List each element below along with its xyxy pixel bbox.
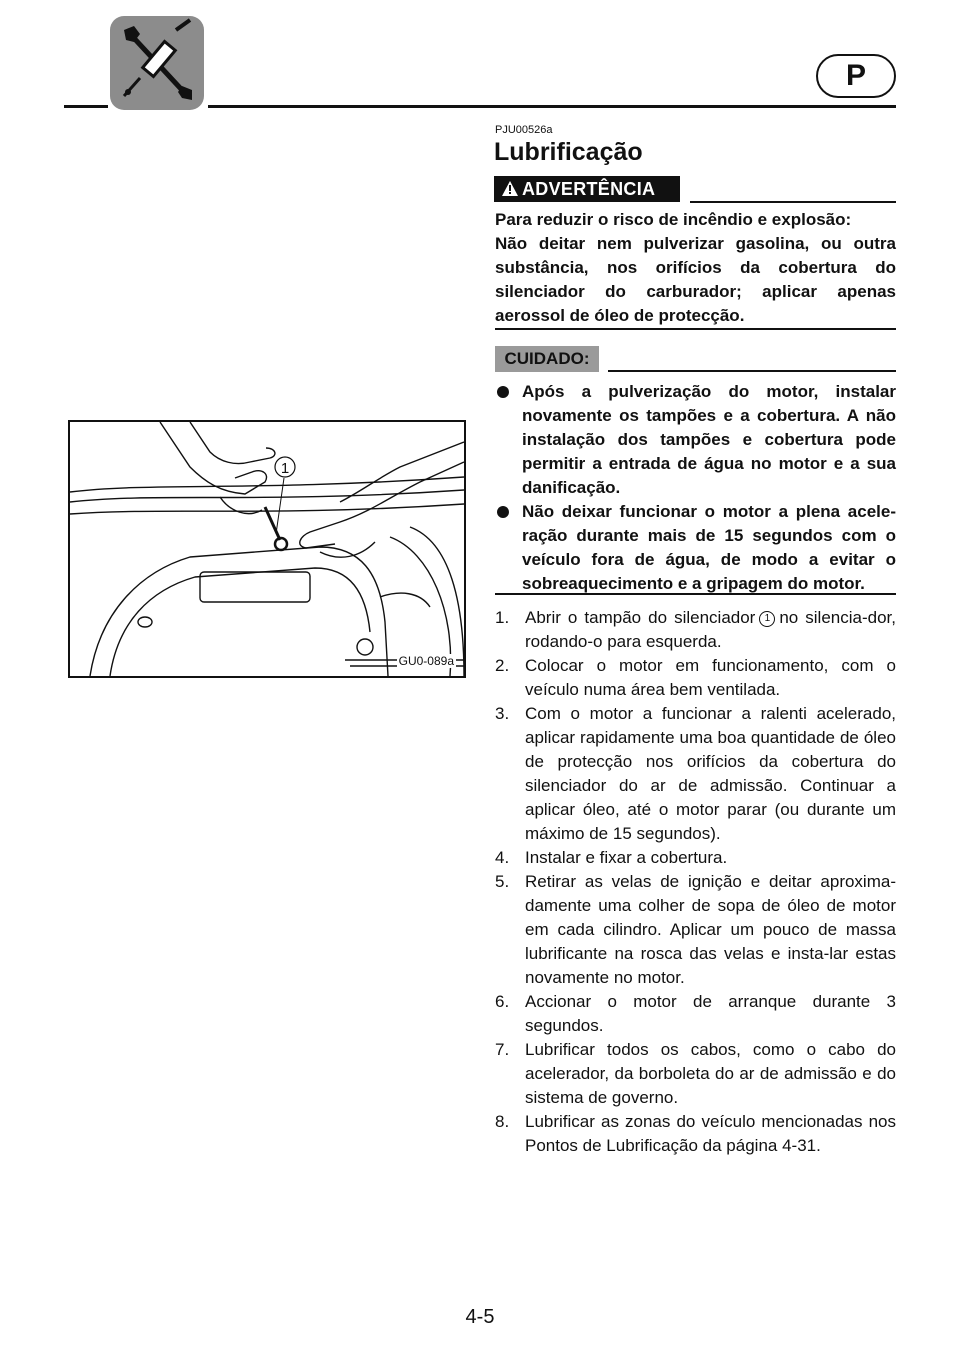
step-item: 7. Lubrificar todos os cabos, como o cabo do acelerador, da borboleta do ar de admissão e do sistema de governo. [495,1040,896,1107]
engine-drawing [70,422,464,676]
step-number: 5. [495,872,510,891]
step-number: 3. [495,704,510,723]
procedure-steps [495,606,896,1158]
section-code: PJU00526a [495,124,553,136]
step-number: 6. [495,992,510,1011]
caution-item: Após a pulverização do motor, instalar novamente os tampões e a cobertura. A não instalação dos tampões e cobertura pode permitir a entrada de água no motor e a sua danificação. [495,380,896,500]
caution-bottom-rule [495,593,896,595]
caution-list [495,380,896,596]
figure-code: GU0-089a [398,654,454,668]
warning-label-text: ADVERTÊNCIA [522,179,656,199]
header-rule-right [208,105,896,108]
figure-callout-1: 1 [280,460,290,477]
warning-label [494,176,680,202]
warning-bottom-rule [495,328,896,330]
step-item: 4. Instalar e fixar a cobertura. [495,846,896,870]
callout-marker: 1 [759,611,775,627]
warning-text [495,208,896,328]
step-number: 7. [495,1040,510,1059]
tools-icon [110,16,204,110]
step-item: 2. Colocar o motor em funcionamento, com o veículo numa área bem ventilada. [495,656,896,699]
bullet-dot-icon [497,506,509,518]
warning-triangle-icon [502,181,518,196]
step-item: 3. Com o motor a funcionar a ralenti acelerado, aplicar rapidamente uma boa quantidade de óleo de protecção nos orifícios da cobertura do silenciador do ar de admissão. Continuar a aplicar óleo, até o motor parar (ou durante um máximo de 15 segundos). [495,704,896,843]
section-title: Lubrificação [494,138,643,166]
step-item: 5. Retirar as velas de ignição e deitar aproxima-damente uma colher de sopa de óleo de motor em cada cilindro. Aplicar um pouco de massa lubrificante na rosca das velas e insta-lar estas novamente no motor. [495,872,896,987]
bullet-dot-icon [497,386,509,398]
step-number: 8. [495,1112,510,1131]
caution-item: Não deixar funcionar o motor a plena acele-ração durante mais de 15 segundos com o veículo fora de água, de modo a evitar o sobreaquecimento e a gripagem do motor. [495,500,896,596]
step-number: 4. [495,848,510,867]
caution-label: CUIDADO: [495,346,599,372]
language-badge: P [816,54,896,98]
step-item: 1. Abrir o tampão do silenciador 1 no silencia-dor, rodando-o para esquerda. [495,608,896,651]
engine-illustration [68,420,466,678]
header-rule-left [64,105,108,108]
step-item: 6. Accionar o motor de arranque durante 3 segundos. [495,992,896,1035]
step-item: 8. Lubrificar as zonas do veículo mencionadas nos Pontos de Lubrificação da página 4-31. [495,1112,896,1155]
caution-top-rule [608,370,896,372]
warning-line-2: Não deitar nem pulverizar gasolina, ou outra substância, nos orifícios da cobertura do silenciador do carburador; aplicar apenas aerossol de óleo de protecção. [495,234,896,325]
page-number: 4-5 [465,1306,495,1328]
step-number: 1. [495,608,510,627]
warning-top-rule [690,201,896,203]
warning-line-1: Para reduzir o risco de incêndio e explosão: [495,210,852,229]
step-number: 2. [495,656,510,675]
